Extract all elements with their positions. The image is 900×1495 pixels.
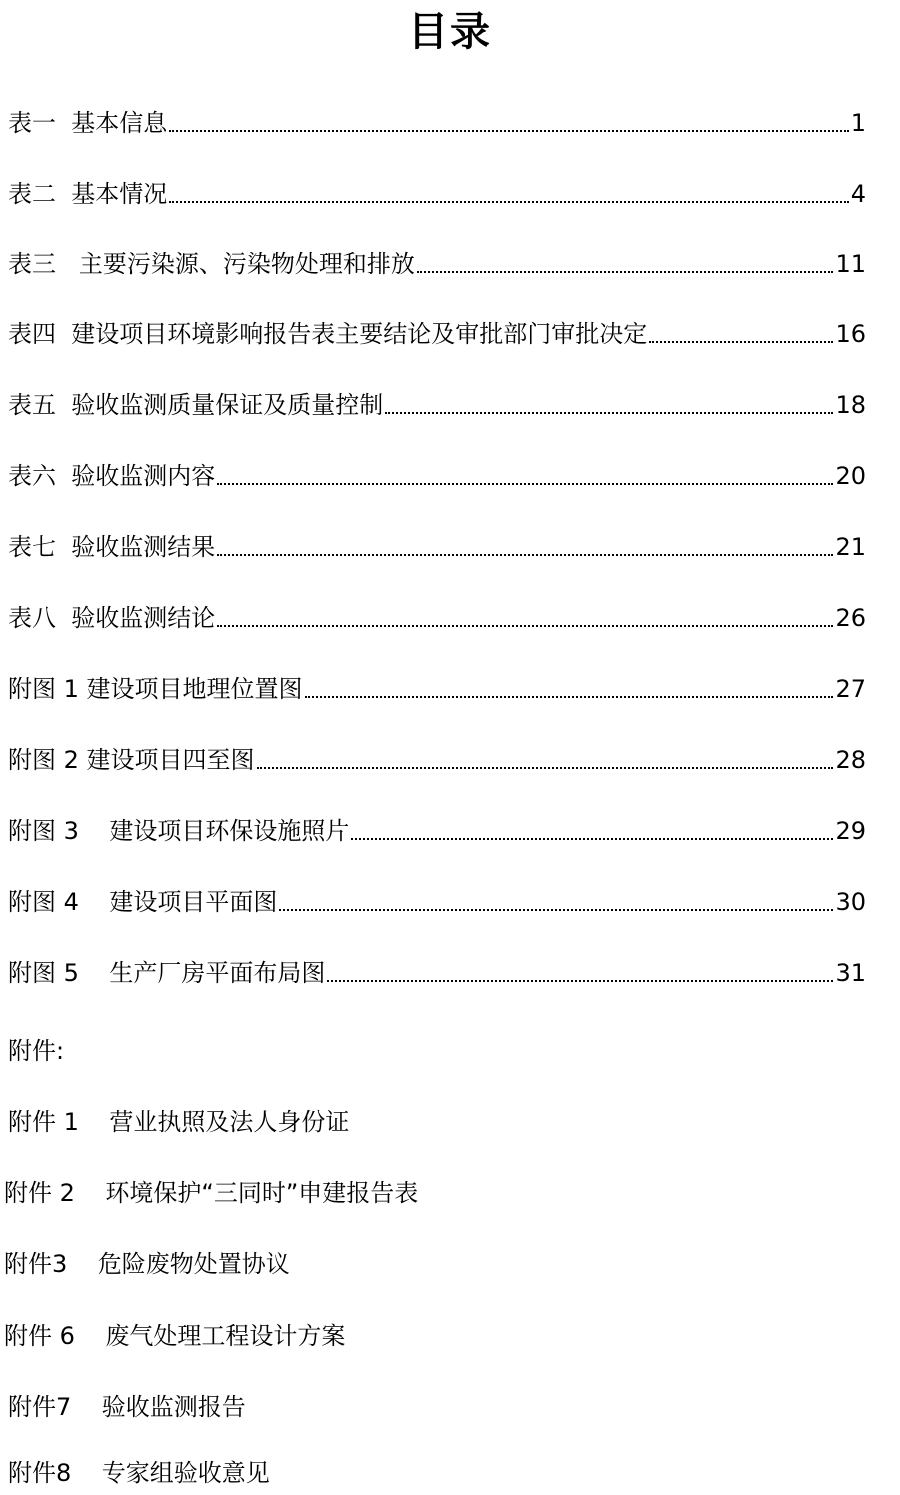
- toc-entry[interactable]: [8, 945, 866, 991]
- toc-entry[interactable]: [8, 236, 866, 282]
- toc-entry-label: 附图 2 建设项目四至图: [8, 746, 255, 774]
- toc-entry-page: 1: [850, 109, 866, 137]
- toc-entry-page: 29: [835, 817, 866, 845]
- attachment-item: 附件 2 环境保护“三同时”申建报告表: [4, 1179, 419, 1207]
- toc-entry[interactable]: [8, 519, 866, 565]
- table-of-contents: [0, 95, 900, 987]
- toc-entry[interactable]: [8, 306, 866, 352]
- toc-entry-page: 31: [835, 959, 866, 987]
- toc-dot-leader: [217, 482, 833, 485]
- toc-dot-leader: [257, 766, 834, 769]
- attachment-item: 附件7 验收监测报告: [8, 1393, 246, 1421]
- toc-entry-page: 27: [835, 675, 866, 703]
- toc-dot-leader: [169, 200, 848, 203]
- toc-entry[interactable]: [8, 732, 866, 778]
- toc-entry[interactable]: [8, 661, 866, 707]
- toc-entry-label: 附图 1 建设项目地理位置图: [8, 675, 303, 703]
- toc-entry-label: 附图 5 生产厂房平面布局图: [8, 959, 326, 987]
- toc-entry[interactable]: [8, 803, 866, 849]
- toc-dot-leader: [327, 979, 833, 982]
- toc-entry[interactable]: [8, 590, 866, 636]
- toc-dot-leader: [217, 553, 833, 556]
- toc-dot-leader: [305, 695, 834, 698]
- attachment-item: 附件8 专家组验收意见: [8, 1459, 270, 1487]
- toc-entry-page: 18: [835, 391, 866, 419]
- toc-entry-page: 20: [835, 462, 866, 490]
- toc-dot-leader: [169, 129, 848, 132]
- toc-entry-page: 21: [835, 533, 866, 561]
- toc-entry[interactable]: [8, 874, 866, 920]
- toc-entry-label: 表二 基本情况: [8, 180, 168, 208]
- toc-entry-label: 表四 建设项目环境影响报告表主要结论及审批部门审批决定: [8, 320, 648, 348]
- toc-entry-page: 28: [835, 746, 866, 774]
- toc-entry[interactable]: [8, 377, 866, 423]
- attachment-item: 附件 1 营业执照及法人身份证: [8, 1108, 350, 1136]
- toc-entry-label: 表三 主要污染源、污染物处理和排放: [8, 250, 415, 278]
- toc-entry-page: 4: [850, 180, 866, 208]
- toc-entry-page: 26: [835, 604, 866, 632]
- toc-entry-label: 表一 基本信息: [8, 109, 168, 137]
- toc-entry-label: 表五 验收监测质量保证及质量控制: [8, 391, 384, 419]
- toc-dot-leader: [351, 837, 833, 840]
- toc-dot-leader: [385, 411, 833, 414]
- toc-entry-label: 附图 3 建设项目环保设施照片: [8, 817, 350, 845]
- toc-entry-page: 16: [835, 320, 866, 348]
- toc-entry-label: 表七 验收监测结果: [8, 533, 216, 561]
- toc-entry[interactable]: [8, 166, 866, 212]
- attachment-item: 附件3 危险废物处置协议: [4, 1250, 290, 1278]
- toc-entry[interactable]: [8, 95, 866, 141]
- toc-dot-leader: [217, 624, 833, 627]
- toc-entry[interactable]: [8, 448, 866, 494]
- page-title: 目录: [408, 9, 492, 55]
- toc-dot-leader: [417, 270, 834, 273]
- attachments-heading: 附件:: [8, 1037, 65, 1065]
- toc-entry-page: 11: [835, 250, 866, 278]
- toc-entry-page: 30: [835, 888, 866, 916]
- toc-dot-leader: [279, 908, 833, 911]
- toc-entry-label: 表八 验收监测结论: [8, 604, 216, 632]
- toc-entry-label: 表六 验收监测内容: [8, 462, 216, 490]
- toc-entry-label: 附图 4 建设项目平面图: [8, 888, 278, 916]
- toc-dot-leader: [649, 340, 833, 343]
- attachment-item: 附件 6 废气处理工程设计方案: [4, 1322, 346, 1350]
